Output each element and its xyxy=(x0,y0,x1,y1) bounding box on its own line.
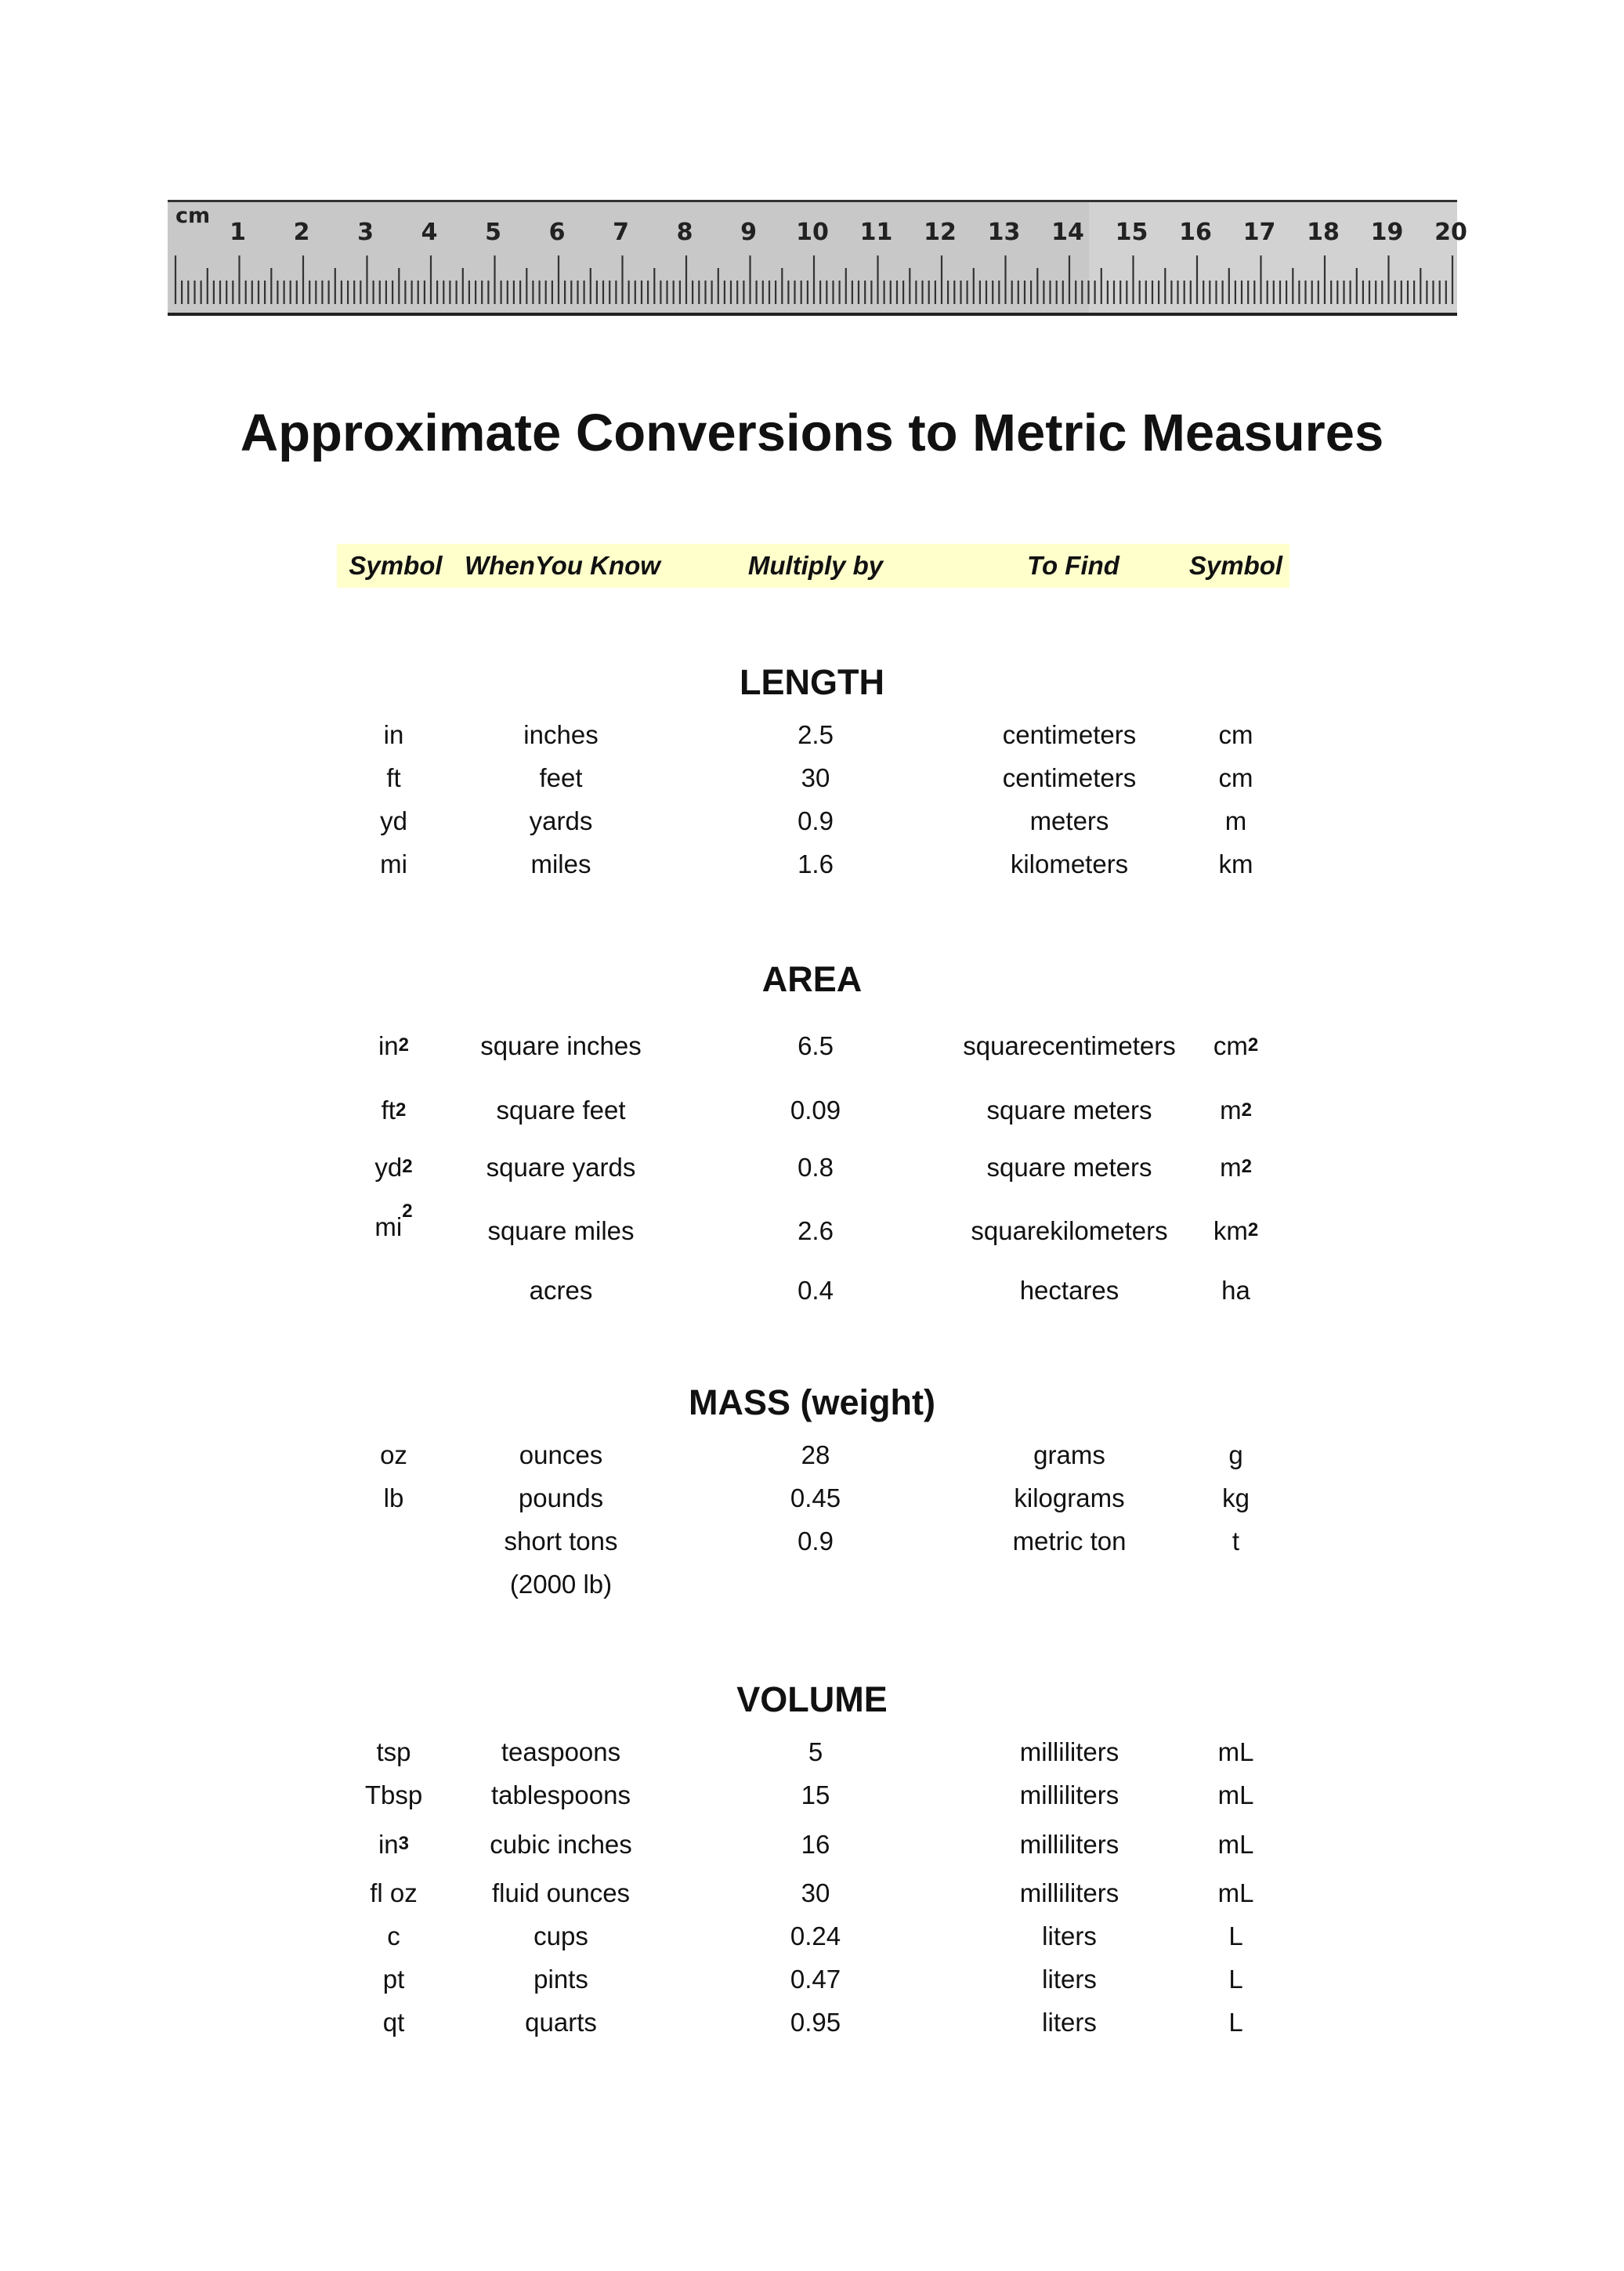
symbol-cell: in xyxy=(383,720,404,749)
multiply-cell: 0.9 xyxy=(798,806,834,835)
result-symbol-cell: m xyxy=(1224,806,1247,835)
table-row xyxy=(0,1730,1624,1773)
table-row xyxy=(0,1914,1624,1958)
section-title-area: AREA xyxy=(761,959,863,999)
multiply-cell: 0.45 xyxy=(790,1483,841,1512)
section-title-length: LENGTH xyxy=(740,662,884,702)
symbol-cell: Tbsp xyxy=(364,1780,423,1809)
result-text: cm xyxy=(1213,1030,1248,1060)
know-cell: teaspoons xyxy=(501,1737,621,1766)
symbol-cell: pt xyxy=(382,1965,405,1994)
result-symbol-cell: km xyxy=(1218,849,1253,878)
ruler-number: 9 xyxy=(740,219,757,246)
know-cell: square feet xyxy=(496,1096,626,1125)
result-symbol-cell: mL xyxy=(1217,1780,1254,1809)
know-cell: inches xyxy=(523,720,599,749)
know-cell: (2000 lb) xyxy=(509,1570,613,1599)
find-cell: centimeters xyxy=(1002,720,1137,749)
result-symbol-cell: L xyxy=(1228,1921,1243,1950)
symbol-text: yd xyxy=(374,1152,403,1182)
find-cell: meters xyxy=(1029,806,1109,835)
symbol-cell: mi xyxy=(380,849,407,878)
symbol-cell: fl oz xyxy=(370,1878,418,1907)
result-symbol-cell xyxy=(1175,1563,1297,1606)
result-symbol-cell: mL xyxy=(1217,1829,1254,1859)
ruler-number: 11 xyxy=(859,219,893,246)
header-symbol: Symbol xyxy=(349,551,443,580)
multiply-cell: 15 xyxy=(801,1780,830,1809)
know-cell: miles xyxy=(530,849,591,878)
find-cell: milliliters xyxy=(1019,1780,1119,1809)
ruler-number: 14 xyxy=(1051,219,1084,246)
ruler-ticks xyxy=(175,255,1452,304)
ruler-scale xyxy=(168,202,1467,313)
symbol-cell: yd 2 xyxy=(374,1152,413,1182)
know-cell: yards xyxy=(529,806,593,835)
result-symbol-cell: L xyxy=(1228,2008,1243,2037)
multiply-cell: 16 xyxy=(801,1829,830,1859)
result-text: m xyxy=(1220,1152,1242,1182)
find-cell: liters xyxy=(1042,1921,1097,1950)
find-cell xyxy=(952,1563,1187,1606)
section-title-volume: VOLUME xyxy=(736,1679,888,1719)
multiply-cell: 1.6 xyxy=(798,849,834,878)
ruler-number: 15 xyxy=(1115,219,1148,246)
table-row xyxy=(0,713,1624,756)
result-symbol-cell: mL xyxy=(1217,1878,1254,1907)
know-cell: short tons xyxy=(504,1527,618,1556)
page-title: Approximate Conversions to Metric Measures xyxy=(240,404,1384,462)
multiply-cell: 2.6 xyxy=(798,1215,834,1245)
find-cell: liters xyxy=(1042,2008,1097,2037)
ruler-number: 2 xyxy=(293,219,310,246)
multiply-cell: 0.09 xyxy=(790,1096,841,1125)
table-row xyxy=(0,1519,1624,1563)
table-row xyxy=(0,1194,1624,1266)
symbol-cell: in 3 xyxy=(378,1829,410,1859)
multiply-cell xyxy=(729,1563,902,1606)
multiply-cell: 5 xyxy=(808,1737,823,1766)
symbol-cell: tsp xyxy=(376,1737,411,1766)
symbol-text: ft xyxy=(381,1096,396,1125)
header-result-symbol: Symbol xyxy=(1188,551,1283,580)
result-symbol-cell: cm xyxy=(1218,763,1253,792)
table-row xyxy=(0,1081,1624,1139)
symbol-cell: in 2 xyxy=(378,1030,410,1060)
multiply-cell: 0.95 xyxy=(790,2008,841,2037)
symbol-cell: ft xyxy=(386,763,401,792)
symbol-cell xyxy=(345,1519,443,1563)
ruler-number: 4 xyxy=(421,219,438,246)
symbol-cell: yd xyxy=(380,806,407,835)
ruler-number: 3 xyxy=(357,219,374,246)
find-cell: square meters xyxy=(986,1096,1152,1125)
find-cell: liters xyxy=(1042,1965,1097,1994)
know-cell: square yards xyxy=(486,1152,636,1182)
table-row xyxy=(0,1816,1624,1871)
ruler-number: 5 xyxy=(485,219,501,246)
find-cell xyxy=(971,1194,1167,1266)
find-cell: milliliters xyxy=(1019,1737,1119,1766)
multiply-cell: 6.5 xyxy=(798,1030,834,1060)
table-row xyxy=(0,1476,1624,1519)
result-text: km xyxy=(1213,1215,1248,1245)
result-symbol-cell: kg xyxy=(1222,1483,1250,1512)
symbol-text: in xyxy=(378,1829,399,1859)
multiply-cell: 28 xyxy=(801,1440,830,1469)
symbol-text: mi xyxy=(374,1212,403,1241)
ruler-number: 20 xyxy=(1434,219,1467,246)
multiply-cell: 0.24 xyxy=(790,1921,841,1950)
ruler-number: 7 xyxy=(613,219,629,246)
multiply-cell: 30 xyxy=(801,763,830,792)
multiply-cell: 0.9 xyxy=(798,1527,834,1556)
find-text-line2: centimeters xyxy=(1042,1030,1176,1060)
ruler-number: 17 xyxy=(1242,219,1276,246)
result-symbol-cell: cm 2 xyxy=(1213,1030,1259,1060)
result-symbol-cell: km 2 xyxy=(1213,1215,1259,1245)
ruler-number: 1 xyxy=(230,219,246,246)
know-cell: fluid ounces xyxy=(491,1878,631,1907)
ruler-number: 13 xyxy=(987,219,1021,246)
find-cell: hectares xyxy=(1019,1275,1119,1305)
multiply-cell: 30 xyxy=(801,1878,830,1907)
find-cell: square meters xyxy=(986,1152,1152,1182)
table-row xyxy=(0,756,1624,799)
table-row xyxy=(0,842,1624,886)
multiply-cell: 0.4 xyxy=(798,1275,834,1305)
know-cell: cups xyxy=(533,1921,588,1950)
result-symbol-cell: cm xyxy=(1218,720,1253,749)
find-cell: milliliters xyxy=(1019,1878,1119,1907)
header-to-find: To Find xyxy=(1027,551,1119,580)
know-cell: ounces xyxy=(519,1440,603,1469)
ruler-number: 16 xyxy=(1179,219,1212,246)
find-cell: metric ton xyxy=(1012,1527,1127,1556)
find-text-line1: square xyxy=(971,1215,1051,1245)
result-symbol-cell: m 2 xyxy=(1220,1152,1252,1182)
ruler-number: 10 xyxy=(796,219,829,246)
ruler-number: 18 xyxy=(1307,219,1340,246)
table-row xyxy=(0,1958,1624,2001)
find-text-line2: kilometers xyxy=(1050,1215,1168,1245)
symbol-cell: oz xyxy=(380,1440,407,1469)
table-row xyxy=(0,1563,1624,1606)
symbol-cell: ft 2 xyxy=(381,1096,407,1125)
find-text-line1: square xyxy=(963,1030,1043,1060)
symbol-text: in xyxy=(378,1030,399,1060)
symbol-cell: c xyxy=(387,1921,400,1950)
result-symbol-cell: mL xyxy=(1217,1737,1254,1766)
multiply-cell: 2.5 xyxy=(798,720,834,749)
know-cell: quarts xyxy=(525,2008,597,2037)
ruler-number: 8 xyxy=(676,219,693,246)
find-cell: grams xyxy=(1033,1440,1105,1469)
know-cell: pints xyxy=(533,1965,588,1994)
know-cell: pounds xyxy=(518,1483,604,1512)
column-header-bar xyxy=(337,544,1289,588)
symbol-cell: lb xyxy=(383,1483,404,1512)
ruler-unit-label: cm xyxy=(175,204,211,228)
table-row xyxy=(0,1266,1624,1313)
ruler-number: 6 xyxy=(548,219,566,246)
find-cell: kilometers xyxy=(1010,849,1129,878)
ruler-number: 19 xyxy=(1370,219,1404,246)
know-cell: square inches xyxy=(480,1030,642,1060)
section-title-mass: MASS (weight) xyxy=(689,1382,935,1422)
find-cell: milliliters xyxy=(1019,1829,1119,1859)
know-cell: cubic inches xyxy=(490,1829,632,1859)
table-row xyxy=(0,799,1624,842)
result-symbol-cell: t xyxy=(1232,1527,1240,1556)
ruler-number: 12 xyxy=(924,219,957,246)
know-cell: feet xyxy=(539,763,583,792)
table-row xyxy=(0,1871,1624,1914)
result-symbol-cell: L xyxy=(1228,1965,1243,1994)
symbol-cell: mi 2 xyxy=(374,1201,413,1241)
result-symbol-cell: m 2 xyxy=(1220,1096,1252,1125)
find-cell xyxy=(963,1010,1176,1081)
result-text: m xyxy=(1220,1096,1242,1125)
table-row xyxy=(0,2001,1624,2044)
table-row xyxy=(0,1773,1624,1816)
know-cell: acres xyxy=(529,1275,593,1305)
find-cell: centimeters xyxy=(1002,763,1137,792)
find-cell: kilograms xyxy=(1014,1483,1125,1512)
symbol-cell xyxy=(345,1266,443,1313)
symbol-cell xyxy=(345,1563,443,1606)
ruler-image xyxy=(168,200,1467,316)
symbol-cell: qt xyxy=(382,2008,405,2037)
table-row xyxy=(0,1010,1624,1081)
table-row xyxy=(0,1139,1624,1194)
table-row xyxy=(0,1433,1624,1476)
multiply-cell: 0.8 xyxy=(798,1152,834,1182)
know-cell: square miles xyxy=(487,1215,635,1245)
result-symbol-cell: g xyxy=(1228,1440,1243,1469)
result-symbol-cell: ha xyxy=(1221,1275,1250,1305)
know-cell: tablespoons xyxy=(491,1780,631,1809)
multiply-cell: 0.47 xyxy=(790,1965,841,1994)
header-multiply-by: Multiply by xyxy=(747,551,884,580)
header-when-you-know: WhenYou Know xyxy=(465,551,660,580)
